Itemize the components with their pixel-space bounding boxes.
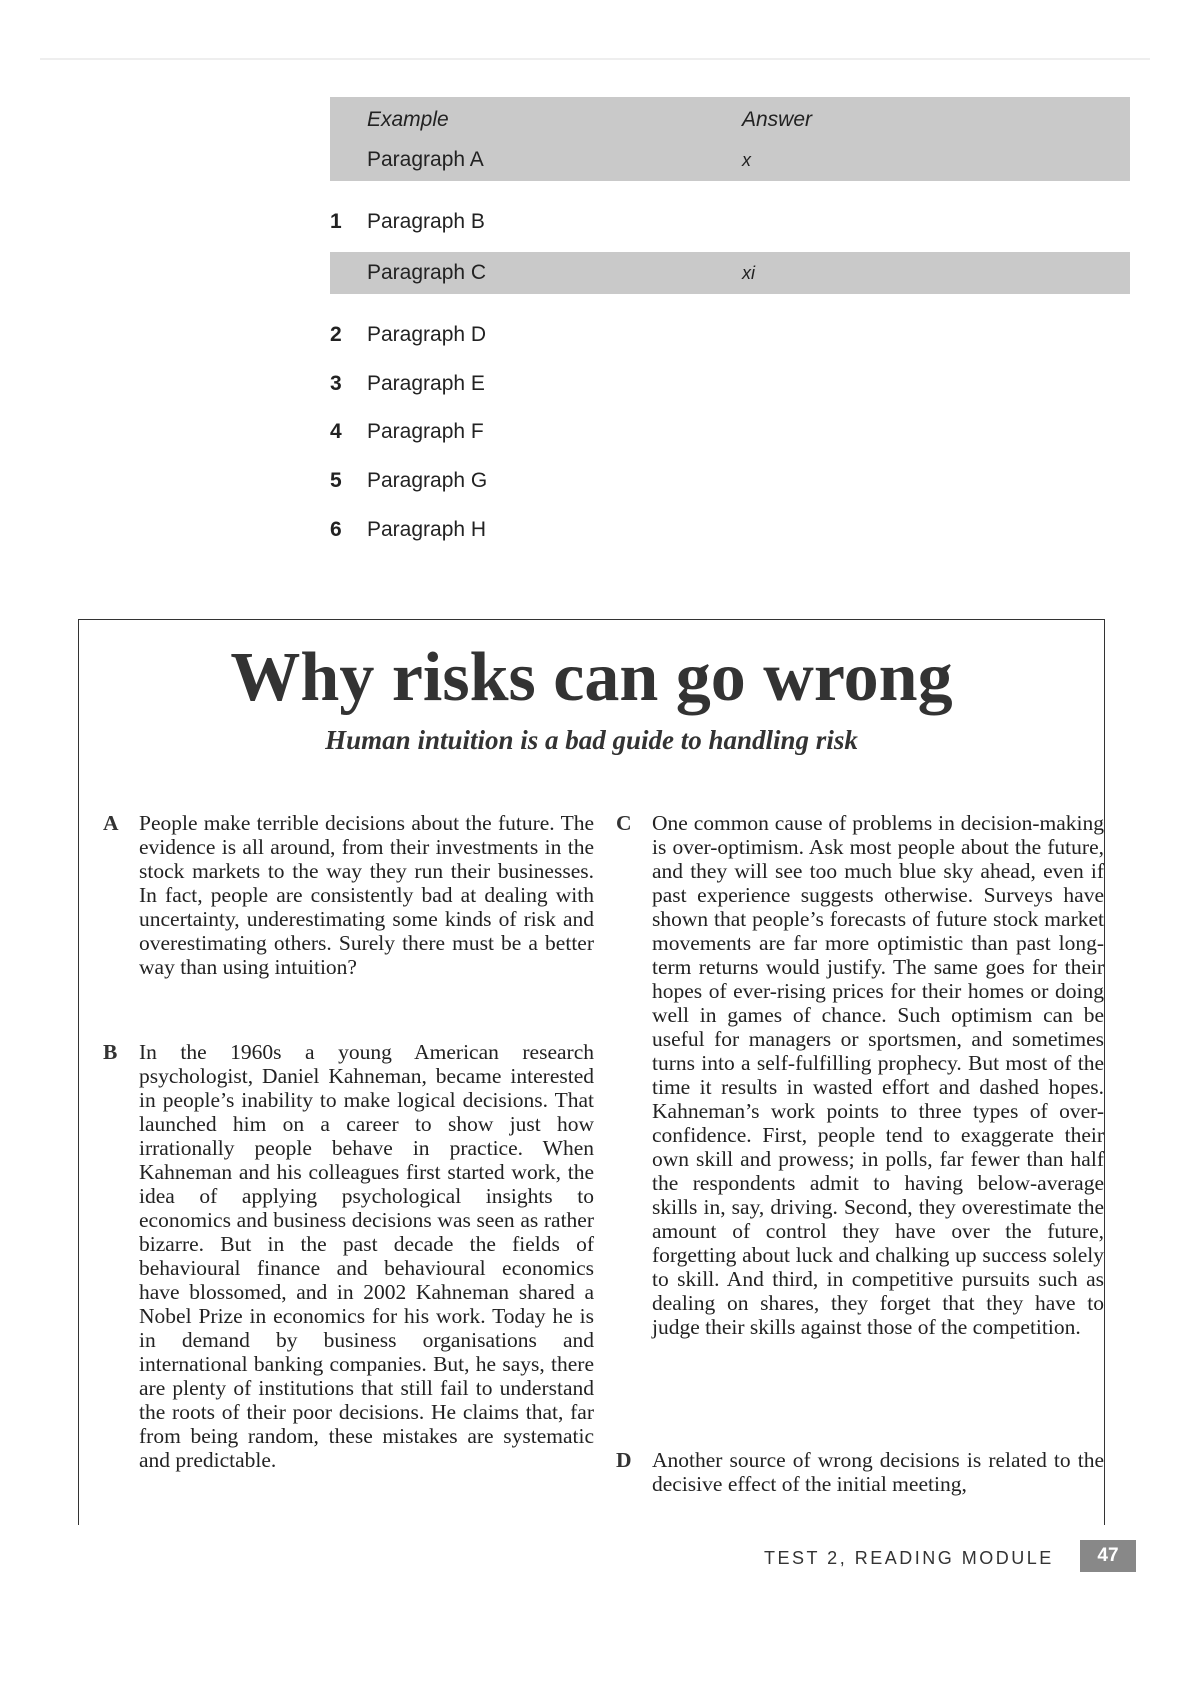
question-label: Paragraph F xyxy=(367,420,484,443)
question-label: Paragraph D xyxy=(367,323,487,346)
paragraph-d: Another source of wrong decisions is related to the decisive effect of the initial meeting, xyxy=(652,1448,1104,1496)
paragraph-a: People make terrible decisions about the future. The evidence is all around, from their investments in the stock markets to the way they run their businesses. In fact, people are consistently bad at dealing with uncertainty, underestimating some kinds of risk and overestimating others. Surely there must be a better way than using intuition? xyxy=(139,811,594,979)
question-row xyxy=(330,362,1130,406)
question-row xyxy=(330,200,1130,244)
answer-header: Answer xyxy=(742,108,813,131)
question-label: Paragraph E xyxy=(367,372,485,395)
example-answer: x xyxy=(742,149,751,170)
question-label: Paragraph C xyxy=(367,261,487,284)
question-label: Paragraph B xyxy=(367,210,485,233)
article-subtitle: Human intuition is a bad guide to handling risk xyxy=(325,725,858,755)
paragraph-letter: B xyxy=(103,1040,118,1064)
question-number: 4 xyxy=(330,420,342,443)
page-number: 47 xyxy=(1080,1540,1136,1572)
article-frame xyxy=(78,619,1105,1525)
paragraph-letter: A xyxy=(103,811,119,835)
question-answer: xi xyxy=(742,262,755,283)
question-row xyxy=(330,508,1130,552)
paragraph-c: One common cause of problems in decision-making is over-optimism. Ask most people about the future, and they will see too much blue sky ahead, even if past experience suggests otherwise. Surveys have shown that people’s forecasts of future stock market movements are far more optimistic than past long-term returns would justify. The same goes for their hopes of ever-rising prices for their homes or doing well in games of chance. Such optimism can be useful for managers or sportsmen, and sometimes turns into a self-fulfilling prophecy. But most of the time it results in wasted effort and dashed hopes. Kahneman’s work points to three types of over-confidence. First, people tend to exaggerate their own skill and prowess; in polls, far fewer than half the respondents admit to having below-average skills in, say, driving. Second, they overestimate the amount of control they have over the future, forgetting about luck and chalking up success solely to skill. And third, in competitive pursuits such as dealing on shares, they forget that they have to judge their skills against those of the competition. xyxy=(652,811,1104,1339)
question-number: 3 xyxy=(330,372,342,395)
question-row xyxy=(330,459,1130,503)
example-header: Example xyxy=(367,108,449,131)
example-header-row xyxy=(330,97,1130,143)
example-label: Paragraph A xyxy=(367,148,484,171)
article-title: Why risks can go wrong xyxy=(230,639,953,716)
example-row xyxy=(330,139,1130,181)
question-label: Paragraph H xyxy=(367,518,487,541)
question-number: 5 xyxy=(330,469,342,492)
paragraph-letter: D xyxy=(616,1448,632,1472)
question-label: Paragraph G xyxy=(367,469,488,492)
answered-row xyxy=(330,252,1130,294)
question-row xyxy=(330,410,1130,454)
question-number: 6 xyxy=(330,518,342,541)
question-number: 1 xyxy=(330,210,342,233)
question-row xyxy=(330,313,1130,357)
top-rule xyxy=(40,58,1150,60)
footer-module: TEST 2, READING MODULE xyxy=(764,1548,1054,1568)
paragraph-letter: C xyxy=(616,811,632,835)
paragraph-b: In the 1960s a young American research psychologist, Daniel Kahneman, became interested in people’s inability to make logical decisions. That launched him on a career to show just how irrationally people behave in practice. When Kahneman and his colleagues first started work, the idea of applying psychological insights to economics and business decisions was seen as rather bizarre. But in the past decade the fields of behavioural finance and behavioural economics have blossomed, and in 2002 Kahneman shared a Nobel Prize in economics for his work. Today he is in demand by business organisations and international banking companies. But, he says, there are plenty of institutions that still fail to understand the roots of their poor decisions. He claims that, far from being random, these mistakes are systematic and predictable. xyxy=(139,1040,594,1472)
question-number: 2 xyxy=(330,323,342,346)
